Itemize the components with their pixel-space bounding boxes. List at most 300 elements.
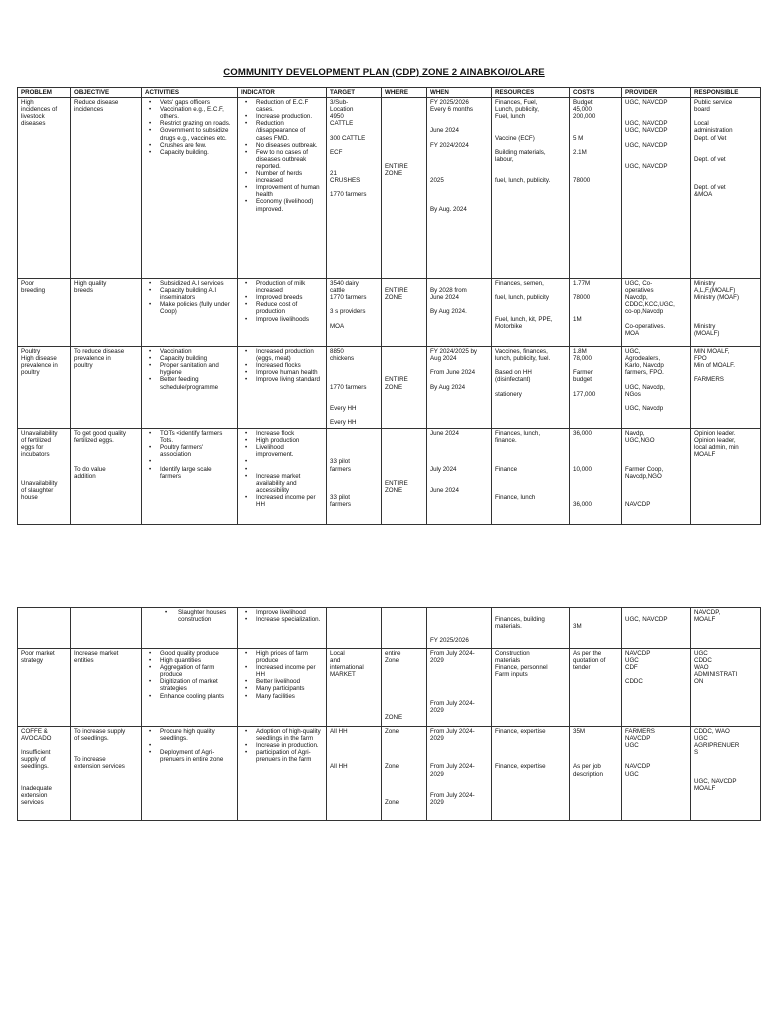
cell-activities: [142, 649, 238, 727]
cell-problem: [18, 429, 71, 525]
cell-line: Finances, lunch,: [495, 430, 541, 438]
cell-line: UGC, Navcdp,: [625, 383, 665, 391]
cell-line: June 2024: [430, 127, 459, 135]
table-row: [18, 608, 761, 649]
cell-line: [694, 142, 757, 149]
cell-line: [694, 149, 757, 156]
cell-line: High: [21, 99, 34, 107]
cell-line: Every HH: [330, 404, 357, 412]
activities-item: • Subsidized A.I services: [160, 280, 234, 287]
cell-line: 2029: [430, 706, 444, 714]
cell-line: CRUSHES: [330, 177, 361, 185]
header-objective: OBJECTIVE: [71, 88, 142, 98]
cell-line: [385, 735, 423, 742]
cell-line: Based on HH: [495, 369, 532, 377]
indicator-item: • Increase flock: [256, 430, 323, 437]
cell-where: [382, 608, 427, 649]
cdp-table-part1: [17, 87, 761, 525]
cell-line: [74, 749, 138, 756]
cell-line: [573, 458, 618, 465]
cell-line: FY 2025/2026: [430, 637, 469, 645]
cell-line: [330, 369, 378, 376]
indicator-item: • High production: [256, 437, 323, 444]
table-row: [18, 347, 761, 429]
cell-line: MOALF: [694, 616, 716, 624]
cell-line: Every 6 months: [430, 106, 473, 114]
cell-line: From July 2024-: [430, 650, 475, 657]
cell-line: [385, 458, 423, 465]
cell-line: [625, 749, 687, 756]
cell-line: international: [330, 664, 364, 672]
indicator-item: [256, 458, 323, 465]
cell-line: [625, 756, 687, 763]
cell-line: To get good quality: [74, 430, 126, 438]
cell-responsible: [691, 727, 761, 821]
cell-line: [330, 184, 378, 191]
cell-line: [385, 135, 423, 142]
cell-problem: [18, 608, 71, 649]
cell-line: entire: [385, 650, 401, 657]
cell-line: [385, 362, 423, 369]
cell-provider: [622, 429, 691, 525]
activities-list: [145, 609, 234, 623]
cell-line: [21, 458, 67, 465]
indicator-list: [241, 609, 323, 623]
cell-line: [385, 355, 423, 362]
indicator-item: • Increased flocks: [256, 362, 323, 369]
cell-line: ZONE: [385, 383, 403, 391]
cell-line: seedlings.: [21, 763, 49, 771]
activities-item: • Good quality produce: [160, 650, 234, 657]
cell-line: Every HH: [330, 419, 357, 427]
indicator-item: • Improve livelihoods: [256, 316, 323, 323]
indicator-item: • Better livelihood: [256, 678, 323, 685]
cell-line: Poor market: [21, 650, 55, 657]
indicator-item: • Increase in production.: [256, 742, 323, 749]
cell-line: CDF: [625, 664, 638, 672]
cell-where: [382, 98, 427, 279]
cell-line: Opinion leader,: [694, 437, 736, 445]
cell-where: [382, 429, 427, 525]
cell-when: [427, 279, 492, 347]
header-activities: ACTIVITIES: [142, 88, 238, 98]
table-row: [18, 649, 761, 727]
cell-indicator: [238, 608, 327, 649]
cell-line: chickens: [330, 355, 355, 363]
cell-line: UGC, NAVCDP: [625, 616, 668, 624]
cell-indicator: [238, 429, 327, 525]
cell-costs: [570, 429, 622, 525]
cell-line: 2029: [430, 657, 444, 665]
cell-line: UGC, NAVCDP: [625, 99, 668, 107]
cell-line: [573, 163, 618, 170]
cell-line: NAVCDP: [625, 650, 651, 657]
cell-line: [495, 170, 566, 177]
cell-line: [495, 742, 566, 749]
cell-line: strategy: [21, 657, 44, 665]
cell-line: [694, 316, 757, 323]
cell-line: June 2024: [430, 486, 459, 494]
cell-where: [382, 347, 427, 429]
cell-line: [694, 301, 757, 308]
cell-line: [495, 142, 566, 149]
cell-line: From July 2024-: [430, 699, 475, 707]
activities-item: • Government to subsidize drugs e.g., vaccines etc.: [160, 127, 234, 141]
cell-line: poultry: [21, 369, 40, 377]
cell-line: [385, 749, 423, 756]
cell-line: ZONE: [385, 294, 403, 302]
cell-line: [21, 778, 67, 785]
cell-line: MOA: [625, 329, 640, 337]
cell-objective: [71, 98, 142, 279]
cell-line: [694, 771, 757, 778]
cell-line: [495, 473, 566, 480]
cell-line: Poor: [21, 280, 35, 288]
cell-line: [573, 437, 618, 444]
cell-line: MOALF: [694, 451, 716, 459]
cell-where: [382, 727, 427, 821]
cell-line: lunch, publicity, fuel.: [495, 355, 551, 363]
cell-line: incidences of: [21, 106, 58, 114]
cell-line: [385, 678, 423, 685]
cell-line: June 2024: [430, 294, 459, 302]
cell-target: [327, 347, 382, 429]
cell-problem: [18, 98, 71, 279]
header-problem: PROBLEM: [18, 88, 71, 98]
cell-line: UGC, NAVCDP: [625, 162, 668, 170]
cell-resources: [492, 649, 570, 727]
cell-responsible: [691, 429, 761, 525]
cell-line: [573, 473, 618, 480]
cell-line: UGC: [625, 657, 639, 665]
cell-line: Zone: [385, 657, 400, 665]
cell-line: Finance, lunch: [495, 493, 536, 501]
cell-line: [573, 384, 618, 391]
cell-line: materials: [495, 657, 521, 665]
cell-line: NAVCDP: [625, 763, 651, 771]
cell-line: ENTIRE: [385, 162, 408, 170]
cell-line: [430, 451, 488, 458]
cell-problem: [18, 649, 71, 727]
cell-line: UGC,NGO: [625, 437, 655, 445]
cell-line: farmers, FPO.: [625, 369, 664, 377]
indicator-item: • Production of milk increased: [256, 280, 323, 294]
cell-line: [74, 742, 138, 749]
indicator-item: • Increase specialization.: [256, 616, 323, 623]
cell-responsible: [691, 98, 761, 279]
cell-line: of slaughter: [21, 486, 54, 494]
cell-line: Dept. of Vet: [694, 134, 727, 142]
cell-line: CDDC, WAO: [694, 728, 730, 735]
cell-line: From July 2024-: [430, 728, 475, 735]
activities-item: • Restrict grazing on roads.: [160, 120, 234, 127]
cell-line: [330, 316, 378, 323]
cell-line: FARMERS: [694, 376, 724, 384]
cell-line: breeding: [21, 287, 46, 295]
cell-line: Local: [330, 650, 345, 657]
cell-costs: [570, 727, 622, 821]
cell-line: livestock: [21, 113, 45, 121]
cell-line: [330, 451, 378, 458]
cell-resources: [492, 347, 570, 429]
cell-resources: [492, 279, 570, 347]
cell-line: stationery: [495, 390, 522, 398]
cell-line: labour,: [495, 155, 514, 163]
cell-line: [21, 466, 67, 473]
cell-line: Navdp,: [625, 430, 645, 438]
cell-line: [495, 749, 566, 756]
indicator-item: • Improve livelihood: [256, 609, 323, 616]
activities-item: • Poultry farmers' association: [160, 444, 234, 458]
cell-line: [495, 287, 566, 294]
cell-line: [495, 458, 566, 465]
cell-line: Zone: [385, 798, 400, 806]
cell-line: [573, 444, 618, 451]
cell-provider: [622, 279, 691, 347]
cell-line: [385, 685, 423, 692]
cell-line: Fuel, lunch, kit, PPE,: [495, 315, 553, 323]
cell-line: 3M: [573, 623, 582, 631]
activities-item: • Crushes are few.: [160, 142, 234, 149]
table-row: [18, 727, 761, 821]
cell-line: [430, 609, 488, 616]
cell-activities: [142, 727, 238, 821]
cell-line: 4950: [330, 113, 344, 121]
cell-line: To increase supply: [74, 728, 126, 735]
cell-line: 1M: [573, 315, 582, 323]
cell-line: 1770 farmers: [330, 191, 367, 199]
cell-line: Ministry: [694, 322, 716, 330]
cell-line: [430, 301, 488, 308]
cell-line: Public service: [694, 99, 733, 107]
activities-list: [145, 99, 234, 156]
cell-line: [430, 444, 488, 451]
activities-item: • Deployment of Agri-prenuers in entire zone: [160, 749, 234, 763]
cell-line: [573, 451, 618, 458]
cell-line: [625, 487, 687, 494]
cell-line: [495, 487, 566, 494]
cell-line: budget: [573, 376, 592, 384]
cell-line: [330, 376, 378, 383]
indicator-item: • Reduction of E.C.F cases.: [256, 99, 323, 113]
cell-line: [495, 609, 566, 616]
cell-line: From July 2024-: [430, 791, 475, 799]
cell-line: quotation of: [573, 657, 606, 665]
cell-costs: [570, 279, 622, 347]
indicator-list: [241, 650, 323, 700]
cell-line: Navcdp,NGO: [625, 472, 662, 480]
cell-line: By 2028 from: [430, 287, 467, 295]
indicator-item: • Improvement of human health: [256, 184, 323, 198]
cell-line: CATTLE: [330, 120, 354, 128]
cell-line: 1.8M: [573, 348, 587, 356]
cell-line: Poultry: [21, 348, 41, 356]
cell-line: 1770 farmers: [330, 383, 367, 391]
header-target: TARGET: [327, 88, 382, 98]
cell-line: High quality: [74, 280, 107, 288]
cell-line: [625, 376, 687, 383]
cell-line: fertilized eggs.: [74, 437, 114, 445]
cell-line: [385, 369, 423, 376]
cell-line: [430, 362, 488, 369]
cell-line: [573, 735, 618, 742]
cell-line: [385, 156, 423, 163]
cell-line: Finances, building: [495, 616, 545, 624]
cell-line: [330, 163, 378, 170]
cell-line: [430, 473, 488, 480]
cell-activities: [142, 608, 238, 649]
cell-line: of fertilized: [21, 437, 51, 445]
cell-target: [327, 279, 382, 347]
indicator-list: [241, 728, 323, 763]
cell-objective: [71, 649, 142, 727]
cell-line: Local: [694, 120, 709, 128]
cell-line: [430, 113, 488, 120]
cell-costs: [570, 347, 622, 429]
cell-objective: [71, 429, 142, 525]
cell-line: 33 pilot: [330, 458, 350, 466]
cell-line: High disease: [21, 355, 57, 363]
cell-activities: [142, 279, 238, 347]
activities-list: [145, 728, 234, 763]
indicator-item: • Improved breeds: [256, 294, 323, 301]
cell-line: From July 2024-: [430, 763, 475, 771]
cell-line: 5 M: [573, 134, 584, 142]
cell-line: July 2024: [430, 465, 457, 473]
cell-provider: [622, 98, 691, 279]
cell-line: 2029: [430, 798, 444, 806]
cell-provider: [622, 649, 691, 727]
cell-line: ADMINISTRATI: [694, 671, 738, 679]
header-provider: PROVIDER: [622, 88, 691, 98]
cell-line: ENTIRE: [385, 287, 408, 295]
cell-activities: [142, 98, 238, 279]
cell-line: [430, 156, 488, 163]
cell-line: 177,000: [573, 390, 596, 398]
cell-line: A,L,F,(MOALF): [694, 287, 736, 295]
cell-line: services: [21, 798, 44, 806]
cell-line: description: [573, 770, 603, 778]
cell-line: Navcdp,: [625, 294, 648, 302]
cell-line: prevalence in: [74, 355, 111, 363]
activities-item: • Vaccination e.g., E.C.F, others.: [160, 106, 234, 120]
cell-line: [430, 685, 488, 692]
cell-line: ENTIRE: [385, 376, 408, 384]
cell-line: 33 pilot: [330, 493, 350, 501]
activities-item: • Identify large scale farmers: [160, 466, 234, 480]
cell-line: [385, 792, 423, 799]
cell-line: [330, 742, 378, 749]
cell-line: [625, 451, 687, 458]
cell-line: [330, 412, 378, 419]
cell-line: By Aug 2024.: [430, 308, 467, 316]
cell-line: UGC: [625, 742, 639, 750]
cell-line: [495, 120, 566, 127]
cell-line: 300 CATTLE: [330, 134, 366, 142]
cell-line: Farmer: [573, 369, 593, 377]
cell-line: [330, 156, 378, 163]
cell-target: [327, 98, 382, 279]
cell-line: 200,000: [573, 113, 596, 121]
cell-problem: [18, 347, 71, 429]
cell-line: UGC, NAVCDP: [625, 120, 668, 128]
cell-line: [430, 163, 488, 170]
header-row: [18, 88, 761, 98]
table-row: [18, 98, 761, 279]
cell-line: [430, 623, 488, 630]
cell-line: [495, 308, 566, 315]
cell-line: entities: [74, 657, 94, 665]
cell-line: Karlo, Navcdp: [625, 362, 664, 370]
cell-line: FY 2024/2025 by: [430, 348, 478, 356]
cell-line: [430, 170, 488, 177]
activities-item: • Vets' gaps officers: [160, 99, 234, 106]
cell-resources: [492, 429, 570, 525]
cell-line: [430, 749, 488, 756]
cell-line: [21, 771, 67, 778]
cell-line: [625, 458, 687, 465]
cell-line: FY 2024/2024: [430, 141, 469, 149]
cell-line: [694, 177, 757, 184]
indicator-item: • Increase production.: [256, 113, 323, 120]
cell-line: extension services: [74, 763, 125, 771]
activities-item: • Capacity building: [160, 355, 234, 362]
cell-line: [625, 480, 687, 487]
cell-line: [430, 693, 488, 700]
cell-line: [74, 444, 138, 451]
cell-line: [385, 742, 423, 749]
cell-line: [385, 473, 423, 480]
cell-line: Aug 2024: [430, 355, 457, 363]
cell-line: UGC, NAVCDP: [625, 127, 668, 135]
cell-line: Construction: [495, 650, 530, 657]
cell-line: [573, 362, 618, 369]
cell-line: &MOA: [694, 191, 713, 199]
cell-line: Finances, Fuel,: [495, 99, 538, 107]
cell-line: 78000: [573, 294, 591, 302]
cell-line: [694, 756, 757, 763]
cell-line: Vaccine (ECF): [495, 134, 535, 142]
cell-line: [330, 487, 378, 494]
cell-line: [385, 99, 423, 106]
cell-resources: [492, 727, 570, 821]
activities-item: [160, 742, 234, 749]
cell-line: [694, 369, 757, 376]
indicator-list: [241, 280, 323, 323]
indicator-item: • Increased production (eggs, meat): [256, 348, 323, 362]
cell-line: [495, 362, 566, 369]
cell-line: Finance, expertise: [495, 728, 546, 735]
cell-line: ENTIRE: [385, 479, 408, 487]
cell-responsible: [691, 347, 761, 429]
cell-line: NAVCDP,: [694, 609, 721, 616]
cell-line: 2029: [430, 735, 444, 743]
cell-line: Motorbike: [495, 322, 523, 330]
cell-line: By Aug. 2024: [430, 205, 467, 213]
header-where: WHERE: [382, 88, 427, 98]
activities-item: • Slaughter houses construction: [178, 609, 234, 623]
cell-line: [625, 316, 687, 323]
cell-line: extension: [21, 791, 48, 799]
indicator-item: • Improve living standard: [256, 376, 323, 383]
cell-line: [573, 749, 618, 756]
cell-line: Ministry: [694, 280, 716, 288]
cell-line: [573, 170, 618, 177]
cell-line: administration: [694, 127, 733, 135]
cell-line: 1.77M: [573, 280, 591, 288]
cell-line: Dept. of vet: [694, 155, 726, 163]
cell-line: Lunch, publicity,: [495, 106, 539, 114]
